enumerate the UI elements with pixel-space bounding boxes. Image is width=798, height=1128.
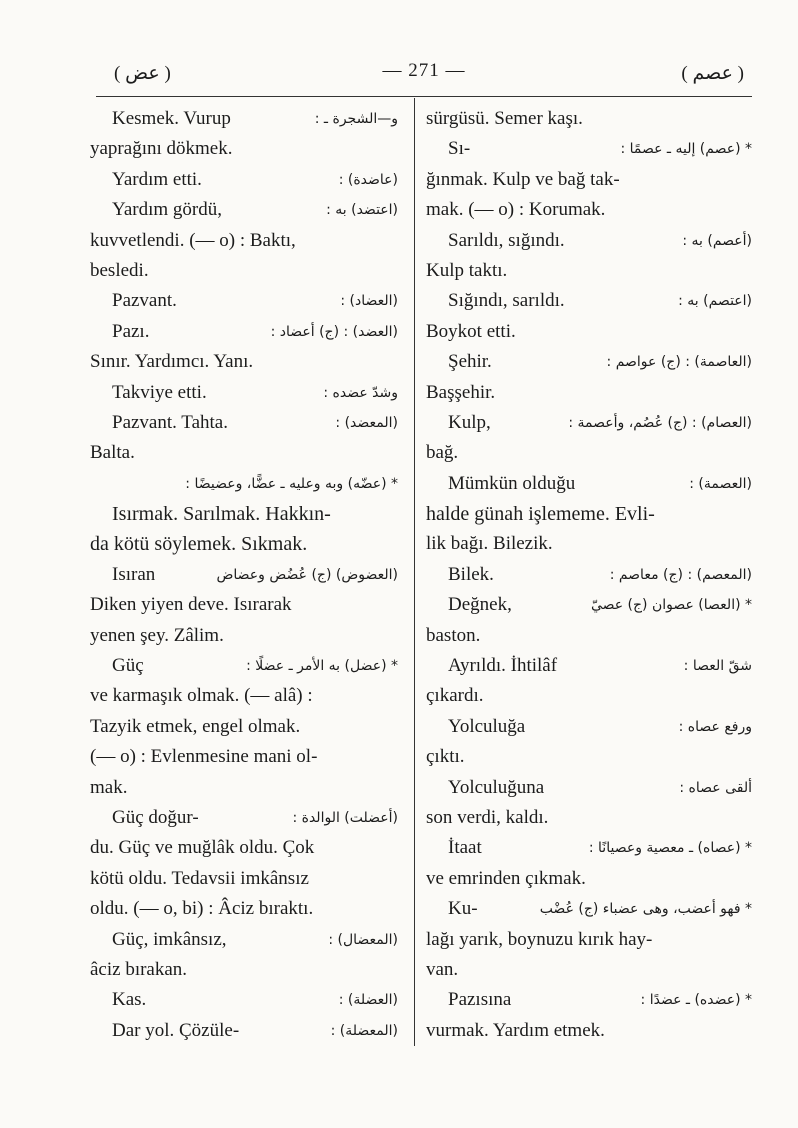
page-header — [96, 58, 752, 90]
text-line — [90, 104, 398, 134]
turkish-text: Güç — [112, 655, 144, 677]
turkish-text: ğınmak. Kulp ve bağ tak- — [426, 168, 620, 190]
text-line — [90, 803, 398, 833]
turkish-text: çıkardı. — [426, 685, 484, 707]
text-line — [426, 286, 752, 316]
turkish-text: kuvvetlendi. (— o) : Baktı, — [90, 229, 296, 251]
column-divider — [414, 98, 415, 1046]
arabic-headword: (العصمة) : — [689, 475, 752, 492]
turkish-text: Yolculuğa — [448, 715, 526, 737]
turkish-text: Sı- — [448, 138, 471, 160]
text-line — [426, 803, 752, 833]
turkish-text: da kötü söylemek. Sıkmak. — [90, 533, 308, 556]
turkish-text: van. — [426, 958, 459, 980]
turkish-text: Balta. — [90, 442, 135, 464]
turkish-text: bağ. — [426, 442, 459, 464]
text-line — [90, 773, 398, 803]
turkish-text: Güç, imkânsız, — [112, 928, 227, 950]
arabic-headword: ورفع عصاه : — [678, 718, 752, 735]
arabic-headword: (المعضلة) : — [330, 1022, 398, 1039]
turkish-text: Isıran — [112, 563, 156, 585]
left-column — [90, 104, 398, 1046]
text-line — [426, 925, 752, 955]
turkish-text: Pazvant. Tahta. — [112, 411, 228, 433]
text-line — [426, 438, 752, 468]
arabic-headword: (العصام) : (ج) عُصُم، وأعصمة : — [568, 414, 752, 431]
text-line — [426, 347, 752, 377]
turkish-text: çıktı. — [426, 746, 465, 768]
turkish-text: Sığındı, sarıldı. — [448, 290, 565, 312]
arabic-headword: شقّ العصا : — [683, 658, 752, 675]
turkish-text: ve karmaşık olmak. (— alâ) : — [90, 685, 313, 707]
turkish-text: vurmak. Yardım etmek. — [426, 1019, 605, 1041]
text-line — [426, 469, 752, 499]
turkish-text: İtaat — [448, 837, 482, 859]
text-line — [90, 195, 398, 225]
text-line — [90, 925, 398, 955]
text-line — [426, 590, 752, 620]
text-line — [90, 286, 398, 316]
turkish-text: âciz bırakan. — [90, 958, 188, 980]
text-line — [90, 226, 398, 256]
turkish-text: Kulp, — [448, 411, 491, 433]
turkish-text: Başşehir. — [426, 381, 496, 403]
turkish-text: Kas. — [112, 989, 147, 1011]
arabic-headword: (أعضلت) الوالدة : — [292, 809, 398, 826]
arabic-headword: * (العصا) عصوان (ج) عصيّ — [590, 597, 752, 614]
text-line — [90, 560, 398, 590]
text-line — [90, 317, 398, 347]
turkish-text: Yardım gördü, — [112, 199, 222, 221]
turkish-text: Değnek, — [448, 594, 512, 616]
text-line — [426, 651, 752, 681]
text-line — [426, 134, 752, 164]
text-line — [426, 773, 752, 803]
page-number: — 271 — — [382, 60, 466, 81]
turkish-text: Takviye etti. — [112, 381, 207, 403]
arabic-headword: (العضوض) (ج) عُضُض وعضاض — [216, 566, 398, 583]
turkish-text: halde günah işlememe. Evli- — [426, 503, 655, 526]
text-line — [90, 894, 398, 924]
turkish-text: baston. — [426, 624, 481, 646]
turkish-text: Boykot etti. — [426, 320, 516, 342]
text-line — [426, 955, 752, 985]
text-line — [426, 195, 752, 225]
turkish-text: lik bağı. Bilezik. — [426, 533, 553, 555]
arabic-headword: (المعصم) : (ج) معاصم : — [609, 566, 752, 583]
text-line — [90, 469, 398, 499]
turkish-text: kötü oldu. Tedavsii imkânsız — [90, 867, 309, 889]
turkish-text: Isırmak. Sarılmak. Hakkın- — [112, 503, 331, 526]
text-line — [426, 621, 752, 651]
text-line — [90, 621, 398, 651]
turkish-text: Ku- — [448, 898, 478, 920]
arabic-headword: (اعتصم) به : — [678, 293, 752, 310]
text-line — [90, 651, 398, 681]
header-right-keyword: ( عصم ) — [681, 63, 744, 84]
arabic-headword: (اعتضد) به : — [326, 202, 398, 219]
turkish-text: Ayrıldı. İhtilâf — [448, 655, 558, 677]
text-line — [426, 894, 752, 924]
text-line — [90, 499, 398, 529]
arabic-headword: (العضد) : (ج) أعضاد : — [270, 323, 398, 340]
arabic-headword: (العضلة) : — [338, 992, 398, 1009]
arabic-headword: * (عضده) ـ عضدًا : — [640, 992, 752, 1009]
turkish-text: mak. (— o) : Korumak. — [426, 199, 606, 221]
text-line — [90, 378, 398, 408]
turkish-text: son verdi, kaldı. — [426, 806, 549, 828]
arabic-headword: * فهو أعضب، وهى عضباء (ج) عُضْب — [539, 901, 752, 918]
turkish-text: lağı yarık, boynuzu kırık hay- — [426, 928, 653, 950]
text-line — [90, 833, 398, 863]
text-line — [426, 681, 752, 711]
text-line — [90, 256, 398, 286]
turkish-text: Mümkün olduğu — [448, 472, 576, 494]
text-line — [426, 317, 752, 347]
turkish-text: Kulp taktı. — [426, 259, 508, 281]
text-line — [90, 529, 398, 559]
arabic-headword: * (عصم) إليه ـ عصمًا : — [620, 141, 752, 158]
arabic-headword: وشدّ عضده : — [323, 384, 398, 401]
text-line — [426, 378, 752, 408]
text-line — [90, 681, 398, 711]
text-line — [90, 712, 398, 742]
text-line — [426, 742, 752, 772]
turkish-text: oldu. (— o, bi) : Âciz bıraktı. — [90, 898, 314, 920]
arabic-headword: * (عضل) به الأمر ـ عضلًا : — [246, 658, 398, 675]
text-line — [90, 955, 398, 985]
text-line — [426, 529, 752, 559]
turkish-text: Sarıldı, sığındı. — [448, 229, 565, 251]
arabic-headword: ألقى عصاه : — [679, 779, 752, 796]
text-line — [426, 1016, 752, 1046]
text-line — [426, 560, 752, 590]
arabic-headword: (عاضدة) : — [338, 171, 398, 188]
text-line — [90, 742, 398, 772]
text-line — [90, 985, 398, 1015]
turkish-text: Sınır. Yardımcı. Yanı. — [90, 351, 254, 373]
turkish-text: Dar yol. Çözüle- — [112, 1019, 240, 1041]
text-line — [426, 408, 752, 438]
text-line — [426, 104, 752, 134]
turkish-text: Pazvant. — [112, 290, 177, 312]
turkish-text: Tazyik etmek, engel olmak. — [90, 715, 301, 737]
right-column — [426, 104, 752, 1046]
arabic-headword: (العضاد) : — [340, 293, 398, 310]
text-line — [90, 165, 398, 195]
turkish-text: du. Güç ve muğlâk oldu. Çok — [90, 837, 315, 859]
turkish-text: mak. — [90, 776, 128, 798]
text-line — [426, 226, 752, 256]
text-line — [90, 590, 398, 620]
header-left-keyword: ( عض ) — [114, 63, 171, 84]
arabic-headword: (المعضد) : — [335, 414, 398, 431]
text-line — [426, 712, 752, 742]
arabic-headword: (العاصمة) : (ج) عواصم : — [606, 354, 752, 371]
text-line — [90, 347, 398, 377]
arabic-headword: * (عضّه) وبه وعليه ـ عضًّا، وعضيضًا : — [185, 475, 398, 492]
turkish-text: Pazısına — [448, 989, 512, 1011]
turkish-text: sürgüsü. Semer kaşı. — [426, 108, 583, 129]
turkish-text: Pazı. — [112, 320, 150, 342]
turkish-text: Yolculuğuna — [448, 776, 545, 798]
turkish-text: Yardım etti. — [112, 168, 202, 190]
text-line — [90, 864, 398, 894]
turkish-text: Diken yiyen deve. Isırarak — [90, 594, 292, 616]
text-line — [426, 864, 752, 894]
text-line — [426, 256, 752, 286]
text-line — [426, 499, 752, 529]
text-line — [426, 165, 752, 195]
text-line — [90, 438, 398, 468]
arabic-headword: (المعضال) : — [328, 931, 398, 948]
turkish-text: Bilek. — [448, 563, 494, 585]
arabic-headword: و—الشجرة ـ : — [314, 111, 398, 127]
arabic-headword: * (عصاه) ـ معصية وعصيانًا : — [588, 840, 752, 857]
turkish-text: besledi. — [90, 259, 149, 281]
text-line — [90, 1016, 398, 1046]
turkish-text: (— o) : Evlenmesine mani ol- — [90, 746, 318, 768]
turkish-text: yaprağını dökmek. — [90, 138, 233, 160]
turkish-text: yenen şey. Zâlim. — [90, 624, 224, 646]
arabic-headword: (أعصم) به : — [682, 232, 752, 249]
text-line — [90, 134, 398, 164]
text-line — [90, 408, 398, 438]
header-rule — [96, 96, 752, 97]
turkish-text: Şehir. — [448, 351, 492, 373]
turkish-text: ve emrinden çıkmak. — [426, 867, 586, 889]
turkish-text: Kesmek. Vurup — [112, 108, 231, 129]
text-line — [426, 833, 752, 863]
turkish-text: Güç doğur- — [112, 806, 199, 828]
text-line — [426, 985, 752, 1015]
